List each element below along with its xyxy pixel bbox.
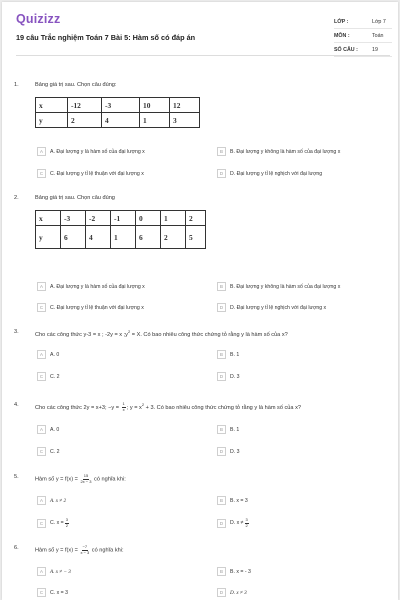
meta-subject-value: Toán [372, 32, 384, 39]
fraction-numerator: 3 [65, 517, 68, 522]
meta-class-label: LỚP : [334, 18, 349, 25]
option-text: B. Đại lượng y không là hàm số của đại lượng x [230, 283, 341, 290]
option-a[interactable] [37, 567, 71, 576]
table-cell: 10 [140, 98, 170, 113]
question-text: Bảng giá trị sau. Chọn câu đúng [35, 195, 115, 201]
value-table-1 [35, 97, 200, 128]
option-b[interactable] [217, 496, 248, 505]
worksheet-page [2, 2, 398, 600]
table-cell: y [36, 226, 61, 249]
fraction-numerator: −7 [82, 544, 88, 549]
table-cell: -3 [102, 98, 140, 113]
meta-panel [334, 15, 392, 57]
option-letter-box: D [217, 588, 226, 597]
option-letter-box: B [217, 567, 226, 576]
fraction [65, 518, 69, 528]
meta-count-value: 19 [372, 46, 378, 53]
option-text: C. 2 [50, 448, 60, 455]
option-a[interactable] [37, 496, 66, 505]
option-text: B. Đại lượng y không là hàm số của đại lượng x [230, 148, 341, 155]
option-letter-box: B [217, 496, 226, 505]
option-letter-box: C [37, 372, 46, 381]
option-letter-box: B [217, 350, 226, 359]
fraction-numerator: 3 [245, 517, 248, 522]
option-letter-box: D [217, 519, 226, 528]
table-row [36, 226, 206, 249]
meta-count-label: SỐ CÂU : [334, 46, 358, 53]
fraction [245, 518, 249, 528]
question-text-part: có nghĩa khi: [92, 476, 126, 483]
option-text: B. 1 [230, 351, 240, 358]
fraction-numerator: 15 [83, 473, 89, 478]
option-d[interactable] [217, 588, 247, 597]
quizizz-logo: Quizizz [16, 12, 61, 26]
table-row [36, 98, 200, 113]
table-cell: 1 [111, 226, 136, 249]
fraction [122, 402, 126, 412]
option-text: D. x ≠ [230, 520, 244, 526]
superscript: 2 [141, 402, 145, 407]
option-d[interactable] [217, 303, 326, 312]
meta-subject-row [334, 29, 392, 43]
option-c[interactable] [37, 169, 144, 178]
superscript: 2 [127, 329, 131, 334]
question-text [35, 402, 301, 412]
option-letter-box: B [217, 425, 226, 434]
option-c[interactable] [37, 447, 60, 456]
table-cell: 6 [61, 226, 86, 249]
option-text: C. x = [50, 520, 64, 526]
option-c[interactable] [37, 372, 60, 381]
option-letter-box: D [217, 169, 226, 178]
table-cell: 1 [140, 113, 170, 128]
option-letter-box: B [217, 282, 226, 291]
option-b[interactable] [217, 350, 239, 359]
table-cell: 1 [161, 211, 186, 226]
table-cell: -1 [111, 211, 136, 226]
option-b[interactable] [217, 147, 340, 156]
option-a[interactable] [37, 425, 59, 434]
question-number: 6. [14, 545, 19, 551]
table-cell: 2 [161, 226, 186, 249]
option-text: A. Đại lượng y là hàm số của đại lượng x [50, 148, 145, 155]
question-text-part: Hàm số y = f(x) = [35, 476, 80, 483]
meta-class-value: Lớp 7 [372, 18, 386, 25]
fraction [80, 545, 89, 555]
option-letter-box: D [217, 372, 226, 381]
option-c[interactable] [37, 518, 70, 528]
question-text [35, 329, 288, 338]
option-b[interactable] [217, 425, 239, 434]
table-cell: 6 [136, 226, 161, 249]
option-text: A. 0 [50, 426, 60, 433]
question-text [35, 474, 126, 484]
question-text-part: Hàm số y = f(x) = [35, 547, 80, 554]
table-cell: 2 [68, 113, 102, 128]
question-number: 5. [14, 474, 19, 480]
option-text: A. 0 [50, 351, 60, 358]
option-text: D. 3 [230, 373, 240, 380]
table-cell: y [36, 113, 68, 128]
option-text: C. 2 [50, 373, 60, 380]
option-c[interactable] [37, 303, 144, 312]
option-text: D. x ≠ 3 [230, 589, 247, 596]
table-row [36, 211, 206, 226]
option-letter-box: D [217, 447, 226, 456]
option-c[interactable] [37, 588, 68, 597]
question-number: 2. [14, 195, 19, 201]
meta-subject-label: MÔN : [334, 32, 350, 39]
option-text: C. Đại lượng y tỉ lệ thuận với đại lượng x [50, 304, 144, 311]
table-cell: 0 [136, 211, 161, 226]
fraction-denominator: 2x − 3 [80, 478, 92, 484]
option-text: C. x = 3 [50, 589, 69, 596]
option-text: A. x ≠ 2 [50, 497, 67, 504]
option-a[interactable] [37, 282, 145, 291]
option-letter-box: C [37, 447, 46, 456]
option-text: B. x = - 3 [230, 568, 251, 575]
table-cell: 4 [102, 113, 140, 128]
option-letter-box: A [37, 147, 46, 156]
option-letter-box: B [217, 147, 226, 156]
header-divider [16, 55, 390, 56]
question-number: 4. [14, 402, 19, 408]
option-text: D. Đại lượng y tỉ lệ nghịch với đại lượng x [230, 304, 327, 311]
table-cell: -12 [68, 98, 102, 113]
question-text: Bảng giá trị sau. Chọn câu đúng: [35, 82, 117, 88]
option-text: C. Đại lượng y tỉ lệ thuận với đại lượng x [50, 170, 144, 177]
fraction-numerator: 1 [122, 401, 125, 407]
option-b[interactable] [217, 567, 251, 576]
option-letter-box: C [37, 519, 46, 528]
fraction-denominator: x [122, 406, 125, 412]
option-letter-box: A [37, 496, 46, 505]
option-a[interactable] [37, 147, 145, 156]
table-cell: -2 [86, 211, 111, 226]
question-text-part: Cho các công thức 2y = x+3; −y = [35, 404, 121, 411]
question-text-part: = X. Có bao nhiêu công thức chứng tỏ rằng y là hàm số của x? [130, 331, 288, 338]
fraction-denominator: 2 [65, 522, 68, 528]
fraction-denominator: x − 3 [80, 549, 90, 555]
option-letter-box: C [37, 169, 46, 178]
option-text: B. x = 3 [230, 497, 248, 504]
table-cell: 4 [86, 226, 111, 249]
value-table-2 [35, 210, 206, 249]
question-number: 3. [14, 329, 19, 335]
option-text: A. Đại lượng y là hàm số của đại lượng x [50, 283, 145, 290]
option-letter-box: D [217, 303, 226, 312]
option-d[interactable] [217, 169, 322, 178]
table-cell: x [36, 98, 68, 113]
option-b[interactable] [217, 282, 340, 291]
question-number: 1. [14, 82, 19, 88]
option-letter-box: C [37, 588, 46, 597]
option-d[interactable] [217, 447, 240, 456]
fraction [80, 474, 91, 484]
table-cell: 5 [186, 226, 206, 249]
option-a[interactable] [37, 350, 59, 359]
question-text-part: có nghĩa khi: [90, 547, 124, 554]
table-cell: x [36, 211, 61, 226]
meta-class-row [334, 15, 392, 29]
option-letter-box: A [37, 282, 46, 291]
table-cell: -3 [61, 211, 86, 226]
question-text-part: Cho các công thức y-3 = x ; -2y = x ;y [35, 331, 128, 338]
option-letter-box: A [37, 350, 46, 359]
table-row [36, 113, 200, 128]
option-text: A. x ≠ − 3 [50, 568, 71, 575]
option-d[interactable] [217, 518, 250, 528]
question-text-part: ; y = x [126, 404, 142, 411]
table-cell: 3 [170, 113, 200, 128]
option-text: D. Đại lượng y tỉ lệ nghịch với đại lượng [230, 170, 323, 177]
fraction-denominator: 2 [245, 522, 248, 528]
option-letter-box: A [37, 567, 46, 576]
table-cell: 12 [170, 98, 200, 113]
option-text: B. 1 [230, 426, 240, 433]
table-cell: 2 [186, 211, 206, 226]
option-letter-box: C [37, 303, 46, 312]
page-title: 19 câu Trắc nghiệm Toán 7 Bài 5: Hàm số có đáp án [16, 33, 196, 42]
option-letter-box: A [37, 425, 46, 434]
question-text-part: + 3. Có bao nhiêu công thức chứng tỏ rằng y là hàm số của x? [144, 404, 301, 411]
option-d[interactable] [217, 372, 240, 381]
question-text [35, 545, 124, 555]
option-text: D. 3 [230, 448, 240, 455]
